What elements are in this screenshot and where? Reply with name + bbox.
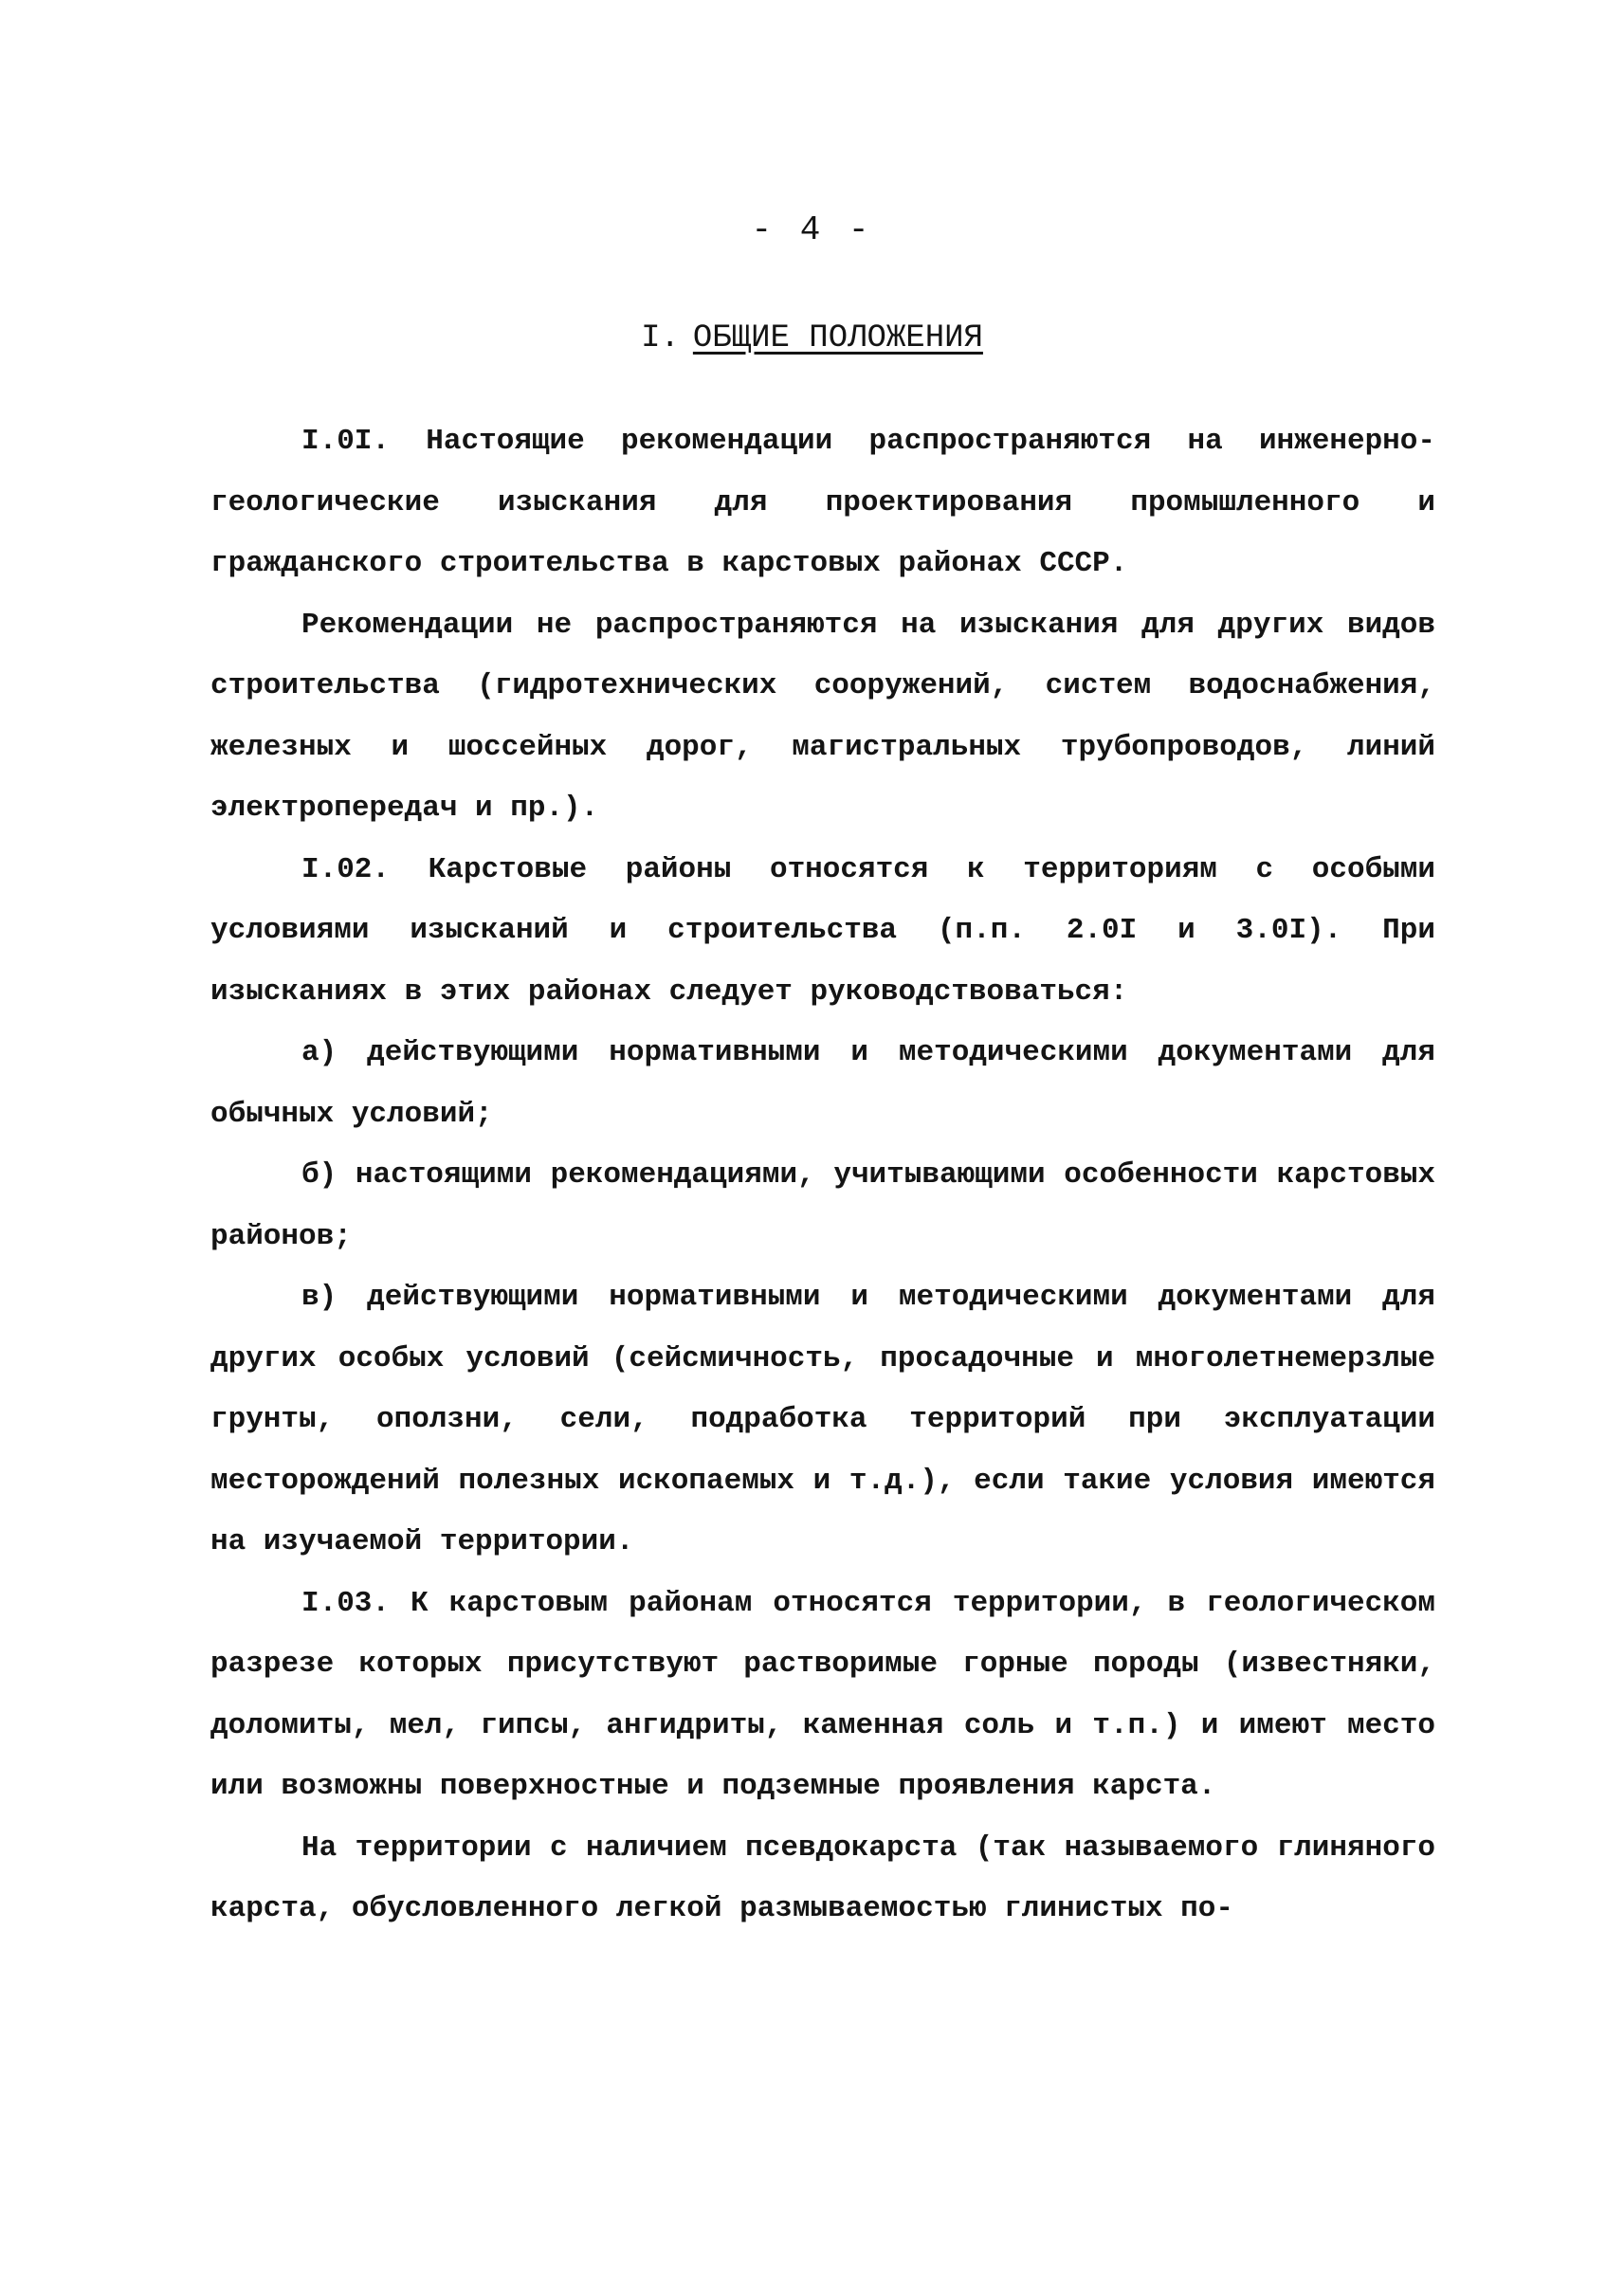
- paragraph-1-01: I.0I. Настоящие рекомендации распространяются на инженерно-геологические изыскания для проектирования промышленного и гражданского строительства в карстовых районах СССР.: [210, 425, 1435, 580]
- paragraph-pseudokarst: На территории с наличием псевдокарста (так называемого глиняного карста, обусловленного легкой размываемостью глинистых по-: [210, 1831, 1435, 1925]
- section-title: ОБЩИЕ ПОЛОЖЕНИЯ: [692, 320, 983, 356]
- list-item-a: а) действующими нормативными и методическими документами для обычных условий;: [210, 1036, 1435, 1131]
- paragraph-exclusions: Рекомендации не распространяются на изыскания для других видов строительства (гидротехнических сооружений, систем водоснабжения, железных и шоссейных дорог, магистральных трубопроводов, линий электропередач и пр.).: [210, 608, 1435, 825]
- paragraph-1-03: I.03. К карстовым районам относятся территории, в геологическом разрезе которых присутствуют растворимые горные породы (известняки, доломиты, мел, гипсы, ангидриты, каменная соль и т.п.) и имеют место или возможны поверхностные и подземные проявления карста.: [210, 1586, 1435, 1803]
- paragraph-1-02: I.02. Карстовые районы относятся к территориям с особыми условиями изысканий и строительства (п.п. 2.0I и 3.0I). При изысканиях в этих районах следует руководствоваться:: [210, 852, 1435, 1009]
- page-number: - 4 -: [751, 210, 873, 249]
- list-item-v: в) действующими нормативными и методическими документами для других особых условий (сейсмичность, просадочные и многолетнемерзлые грунты, оползни, сели, подработка территорий при эксплуатации месторождений полезных ископаемых и т.д.), если такие условия имеются на изучаемой территории.: [210, 1281, 1435, 1558]
- list-item-b: б) настоящими рекомендациями, учитывающими особенности карстовых районов;: [210, 1158, 1435, 1253]
- section-number: I.: [641, 320, 680, 356]
- body-text: [210, 411, 1435, 1940]
- section-heading: [0, 320, 1624, 356]
